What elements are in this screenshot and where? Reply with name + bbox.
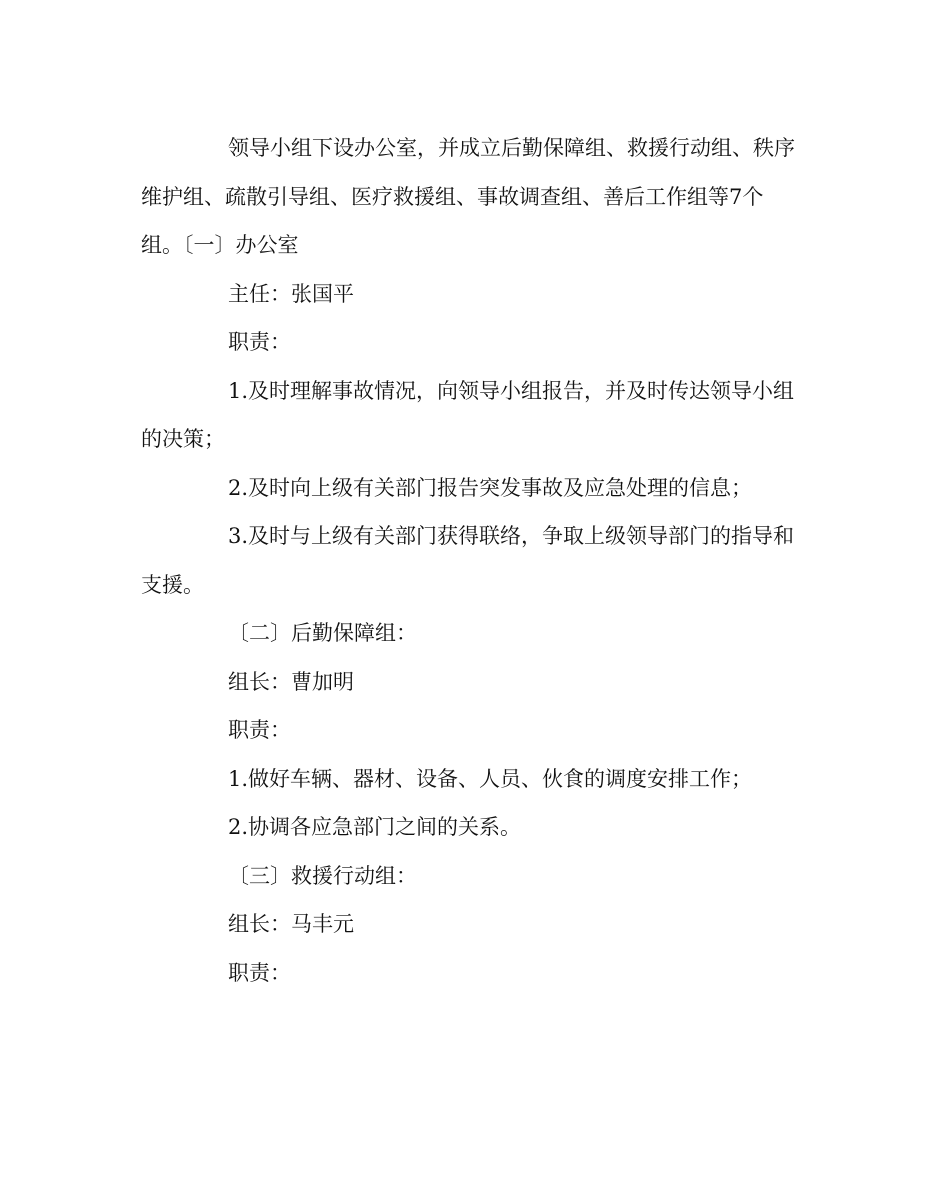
paragraph-office-duty-3: 3.及时与上级有关部门获得联络，争取上级领导部门的指导和支援。 [141,524,795,597]
document-body [141,124,801,997]
paragraph-office-duties-heading: 职责： [228,330,291,354]
paragraph-office-duty-2: 2.及时向上级有关部门报告突发事故及应急处理的信息； [228,475,753,500]
paragraph-intro: 领导小组下设办公室，并成立后勤保障组、救援行动组、秩序维护组、疏散引导组、医疗救援组、事故调查组、善后工作组等7个组。〔一〕办公室 [141,136,795,257]
paragraph-rescue-duties-heading: 职责： [228,960,291,985]
paragraph-logistics-duties-heading: 职责： [228,718,291,742]
paragraph-office-director: 主任：张国平 [228,281,354,306]
paragraph-rescue-leader: 组长：马丰元 [228,912,354,936]
paragraph-logistics-duty-1: 1.做好车辆、器材、设备、人员、伙食的调度安排工作； [228,766,753,791]
paragraph-logistics-duty-2: 2.协调各应急部门之间的关系。 [228,815,522,839]
paragraph-office-duty-1: 1.及时理解事故情况，向领导小组报告，并及时传达领导小组的决策； [141,378,795,451]
paragraph-logistics-leader: 组长：曹加明 [228,669,354,694]
paragraph-rescue-heading: 〔三〕救援行动组： [228,863,417,888]
paragraph-logistics-heading: 〔二〕后勤保障组： [228,621,417,645]
